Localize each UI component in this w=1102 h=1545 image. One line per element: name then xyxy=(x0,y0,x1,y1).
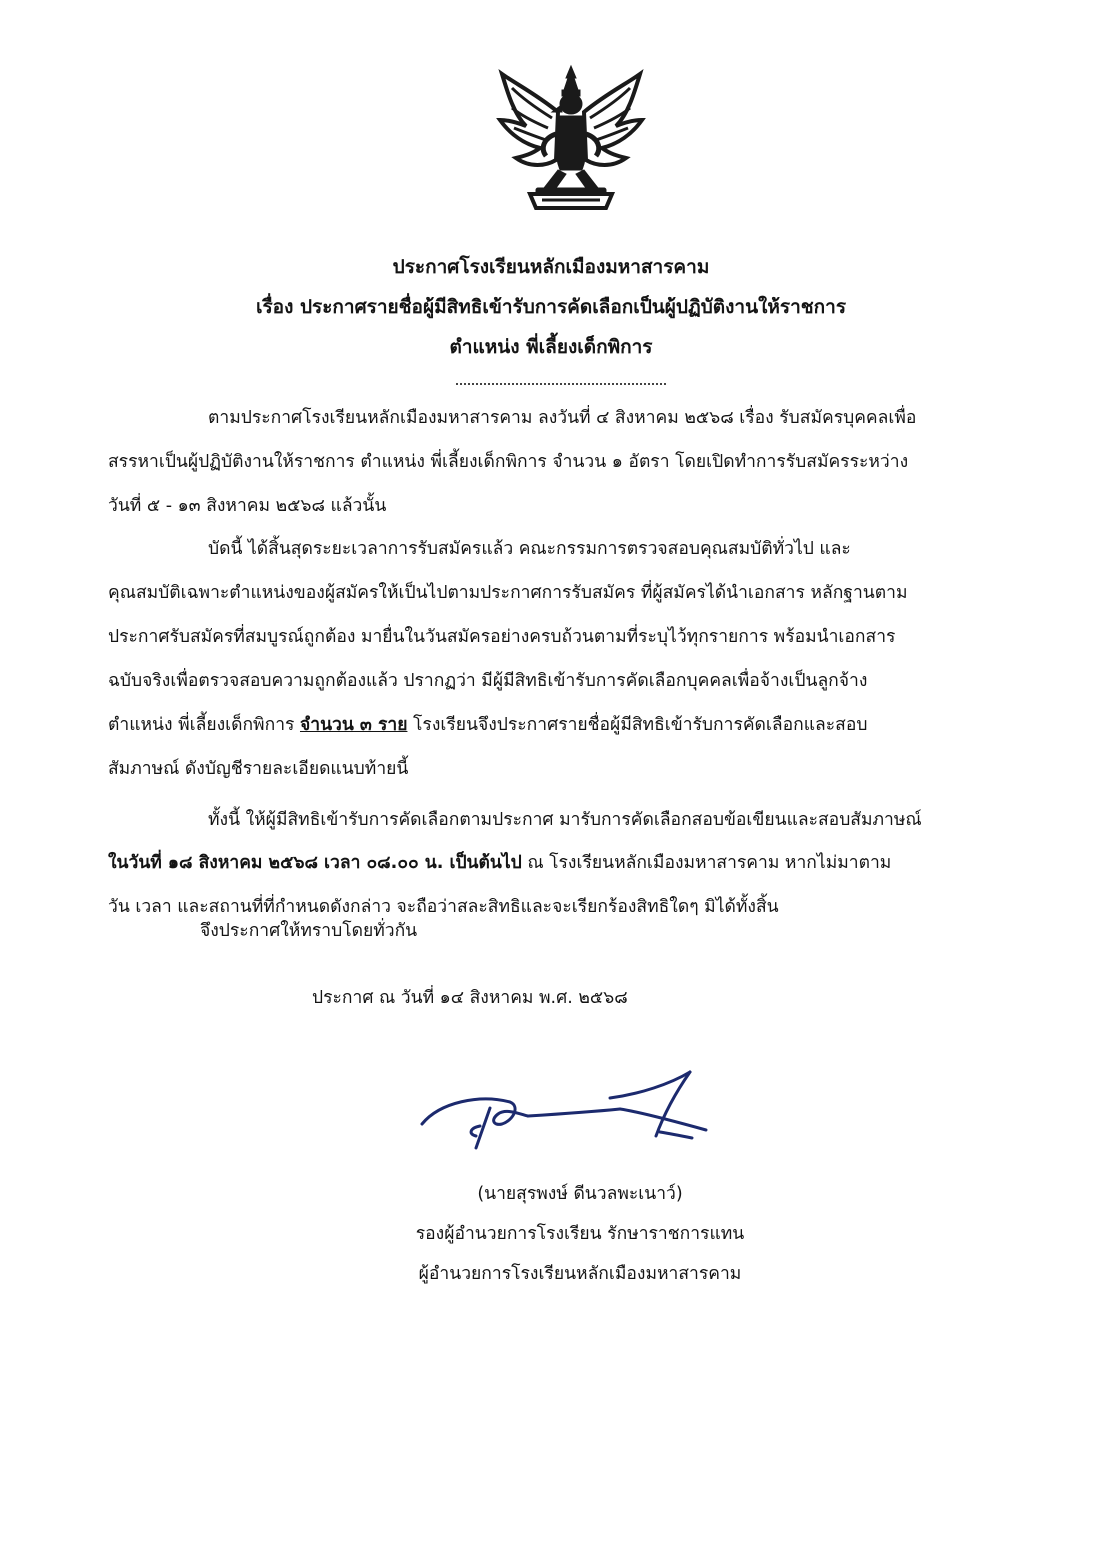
para2-line6: สัมภาษณ์ ดังบัญชีรายละเอียดแนบท้ายนี้ xyxy=(108,759,409,779)
applicant-count: จำนวน ๓ ราย xyxy=(299,715,408,735)
para2-line4: ฉบับจริงเพื่อตรวจสอบความถูกต้องแล้ว ปรากฏว่า มีผู้มีสิทธิเข้ารับการคัดเลือกบุคคลเพื่อจ้างเป็นลูกจ้าง xyxy=(108,671,868,691)
para3-line2 xyxy=(108,841,891,885)
para2-line2: คุณสมบัติเฉพาะตำแหน่งของผู้สมัครให้เป็นไปตามประกาศการรับสมัคร ที่ผู้สมัครได้นำเอกสาร หลักฐานตาม xyxy=(108,583,908,603)
signer-name: (นายสุรพงษ์ ดีนวลพะเนาว์) xyxy=(477,1184,683,1204)
header-divider xyxy=(456,383,666,385)
position-line: ตำแหน่ง พี่เลี้ยงเด็กพิการ xyxy=(449,336,653,358)
announcement-subject xyxy=(0,287,1102,327)
para2-line5-prefix: ตำแหน่ง พี่เลี้ยงเด็กพิการ xyxy=(108,715,300,735)
signer-title-acting: รองผู้อำนวยการโรงเรียน รักษาราชการแทน xyxy=(415,1224,745,1244)
closing-announce: จึงประกาศให้ทราบโดยทั่วกัน xyxy=(200,921,418,941)
para1-line1: ตามประกาศโรงเรียนหลักเมืองมหาสารคาม ลงวันที่ ๔ สิงหาคม ๒๕๖๘ เรื่อง รับสมัครบุคคลเพื่อ xyxy=(208,408,917,428)
exam-datetime: ในวันที่ ๑๘ สิงหาคม ๒๕๖๘ เวลา ๐๘.๐๐ น. เป็นต้นไป xyxy=(108,853,522,873)
para1-line3: วันที่ ๕ - ๑๓ สิงหาคม ๒๕๖๘ แล้วนั้น xyxy=(108,496,387,516)
announcement-title xyxy=(0,247,1102,287)
para3-line1: ทั้งนี้ ให้ผู้มีสิทธิเข้ารับการคัดเลือกตามประกาศ มารับการคัดเลือกสอบข้อเขียนและสอบสัมภาษณ์ xyxy=(208,810,922,830)
signer-title-director: ผู้อำนวยการโรงเรียนหลักเมืองมหาสารคาม xyxy=(418,1264,742,1284)
para2-line5 xyxy=(108,703,867,747)
handwritten-signature xyxy=(410,1062,710,1162)
para3-line3: วัน เวลา และสถานที่ที่กำหนดดังกล่าว จะถือว่าสละสิทธิและจะเรียกร้องสิทธิใดๆ มิได้ทั้งสิ้น xyxy=(108,897,779,917)
garuda-emblem-icon xyxy=(496,64,646,212)
subject-line: เรื่อง ประกาศรายชื่อผู้มีสิทธิเข้ารับการคัดเลือกเป็นผู้ปฏิบัติงานให้ราชการ xyxy=(255,296,847,318)
para1-line2: สรรหาเป็นผู้ปฏิบัติงานให้ราชการ ตำแหน่ง พี่เลี้ยงเด็กพิการ จำนวน ๑ อัตรา โดยเปิดทำการรับสมัครระหว่าง xyxy=(108,452,909,472)
announcement-position xyxy=(0,327,1102,367)
announcement-date: ประกาศ ณ วันที่ ๑๔ สิงหาคม พ.ศ. ๒๕๖๘ xyxy=(312,988,628,1008)
para2-line1: บัดนี้ ได้สิ้นสุดระยะเวลาการรับสมัครแล้ว คณะกรรมการตรวจสอบคุณสมบัติทั่วไป และ xyxy=(208,539,851,559)
para3-line2-rest: ณ โรงเรียนหลักเมืองมหาสารคาม หากไม่มาตาม xyxy=(521,853,892,873)
para2-line3: ประกาศรับสมัครที่สมบูรณ์ถูกต้อง มายื่นในวันสมัครอย่างครบถ้วนตามที่ระบุไว้ทุกรายการ พร้อมนำเอกสาร xyxy=(108,627,896,647)
para2-line5-suffix: โรงเรียนจึงประกาศรายชื่อผู้มีสิทธิเข้ารับการคัดเลือกและสอบ xyxy=(407,715,868,735)
title-line: ประกาศโรงเรียนหลักเมืองมหาสารคาม xyxy=(392,256,710,278)
